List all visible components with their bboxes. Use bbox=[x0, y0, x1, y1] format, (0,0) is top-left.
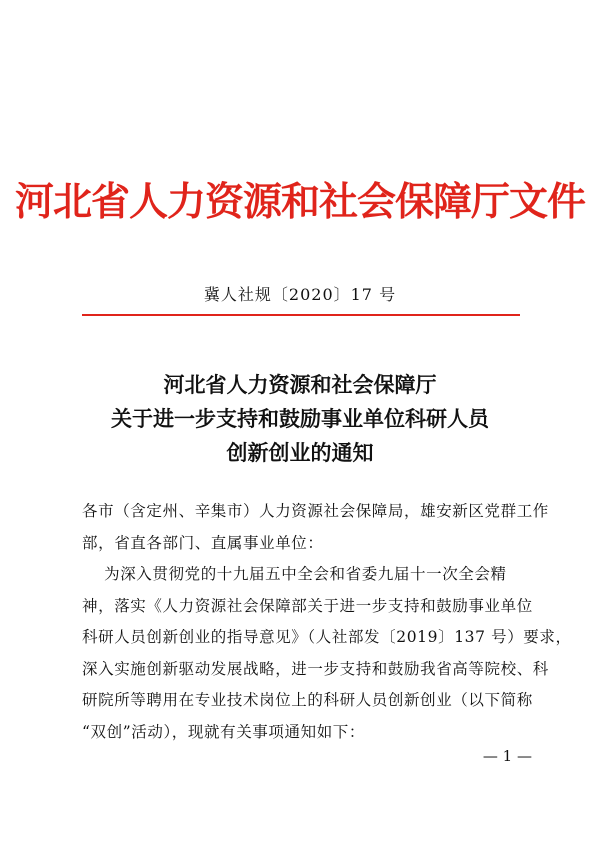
body-line: 各市（含定州、辛集市）人力资源社会保障局，雄安新区党群工作 bbox=[82, 502, 549, 520]
body-line: 为深入贯彻党的十九届五中全会和省委九届十一次全会精 bbox=[82, 565, 507, 583]
notice-title-line-3: 创新创业的通知 bbox=[226, 440, 374, 465]
notice-title-line-2: 关于进一步支持和鼓励事业单位科研人员 bbox=[111, 406, 489, 431]
body-line: 深入实施创新驱动发展战略，进一步支持和鼓励我省高等院校、科 bbox=[82, 659, 549, 678]
body-line: “双创”活动），现就有关事项通知如下： bbox=[82, 722, 365, 741]
notice-body bbox=[82, 496, 572, 748]
body-line: 部，省直各部门、直属事业单位： bbox=[82, 533, 324, 552]
body-line: 科研人员创新创业的指导意见》（人社部发〔2019〕137 号）要求， bbox=[82, 628, 572, 646]
notice-title-line-1: 河北省人力资源和社会保障厅 bbox=[163, 372, 437, 397]
red-divider-line bbox=[82, 314, 520, 316]
notice-title bbox=[0, 368, 600, 470]
body-line: 神，落实《人力资源社会保障部关于进一步支持和鼓励事业单位 bbox=[82, 596, 533, 615]
document-header-title: 河北省人力资源和社会保障厅文件 bbox=[14, 179, 585, 225]
document-number: 冀人社规〔2020〕17 号 bbox=[203, 285, 397, 304]
body-line: 研院所等聘用在专业技术岗位上的科研人员创新创业（以下简称 bbox=[82, 691, 533, 709]
page-number: — 1 — bbox=[482, 747, 532, 765]
